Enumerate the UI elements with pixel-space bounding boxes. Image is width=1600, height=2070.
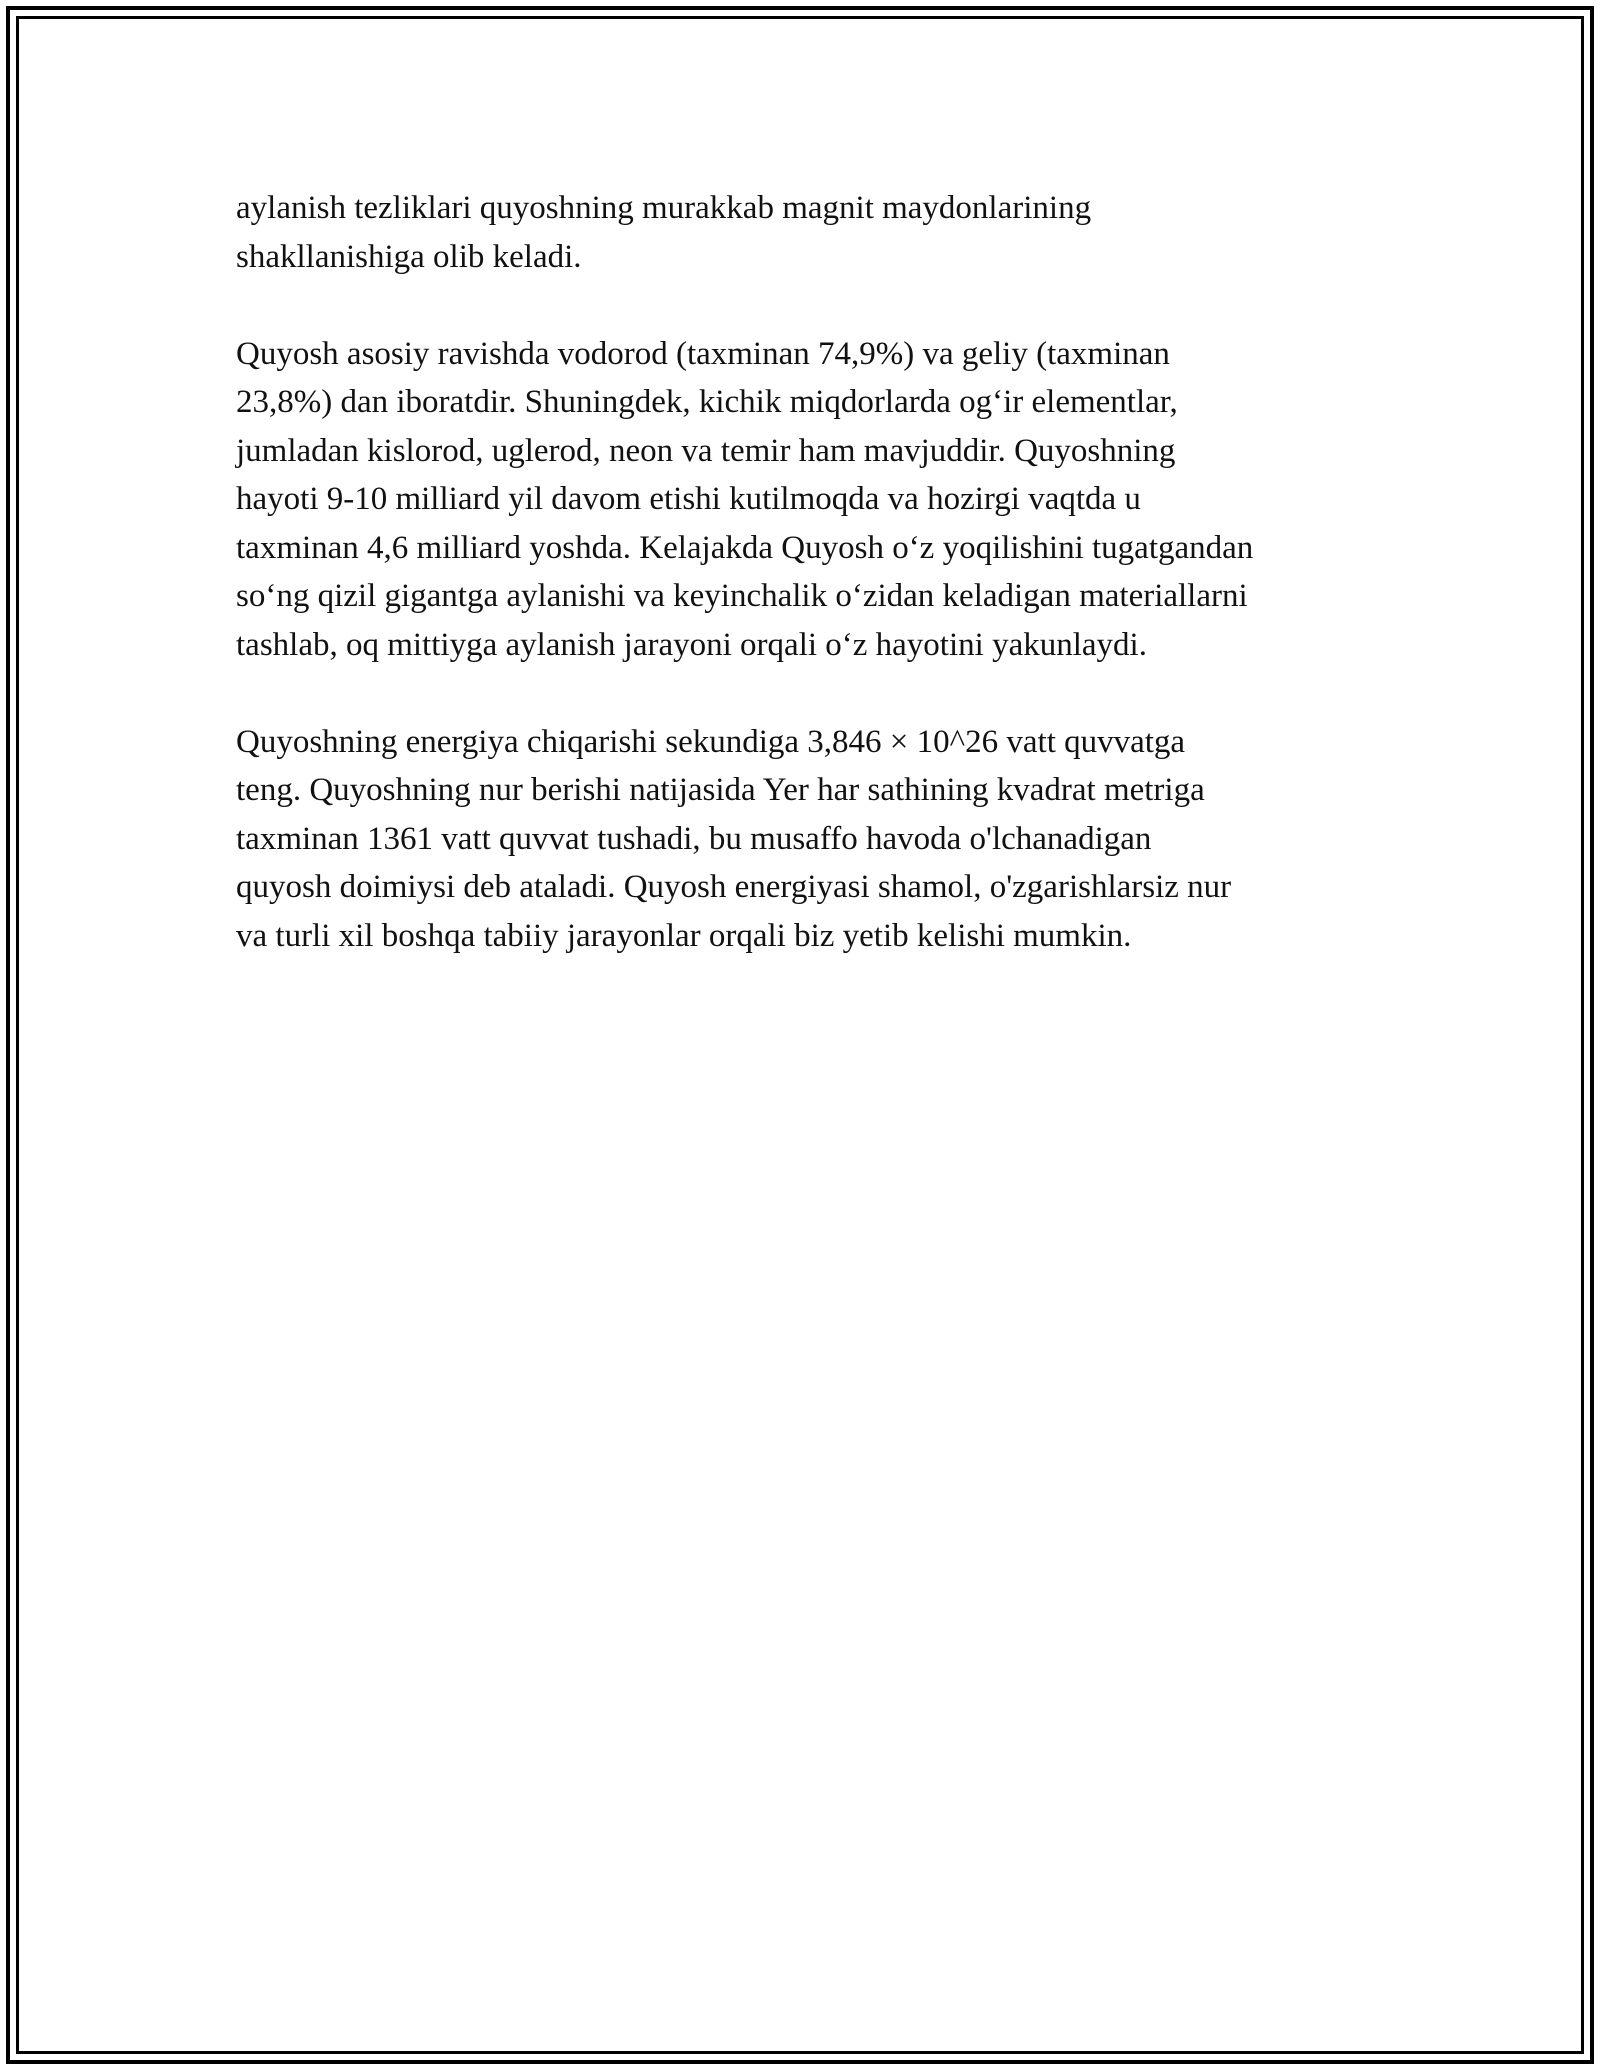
document-body [236,184,1376,1009]
paragraph-composition: Quyosh asosiy ravishda vodorod (taxminan 74,9%) va geliy (taxminan 23,8%) dan iboratdir. Shuningdek, kichik miqdorlarda og‘ir elementlar, jumladan kislorod, uglerod, neon va temir ham mavjuddir. Quyoshning hayoti 9-10 milliard yil davom etishi kutilmoqda va hozirgi vaqtda u taxminan 4,6 milliard yoshda. Kelajakda Quyosh o‘z yoqilishini tugatgandan so‘ng qizil gigantga aylanishi va keyinchalik o‘zidan keladigan materiallarni tashlab, oq mittiyga aylanish jarayoni orqali o‘z hayotini yakunlaydi. [236,335,1254,663]
paragraph-rotation: aylanish tezliklari quyoshning murakkab magnit maydonlarining shakllanishiga olib keladi. [236,190,1092,275]
paragraph-energy: Quyoshning energiya chiqarishi sekundiga 3,846 × 10^26 vatt quvvatga teng. Quyoshning nur berishi natijasida Yer har sathining kvadrat metriga taxminan 1361 vatt quvvat tushadi, bu musaffo havoda o'lchanadigan quyosh doimiysi deb ataladi. Quyosh energiyasi shamol, o'zgarishlarsiz nur va turli xil boshqa tabiiy jarayonlar orqali biz yetib kelishi mumkin. [236,723,1232,954]
